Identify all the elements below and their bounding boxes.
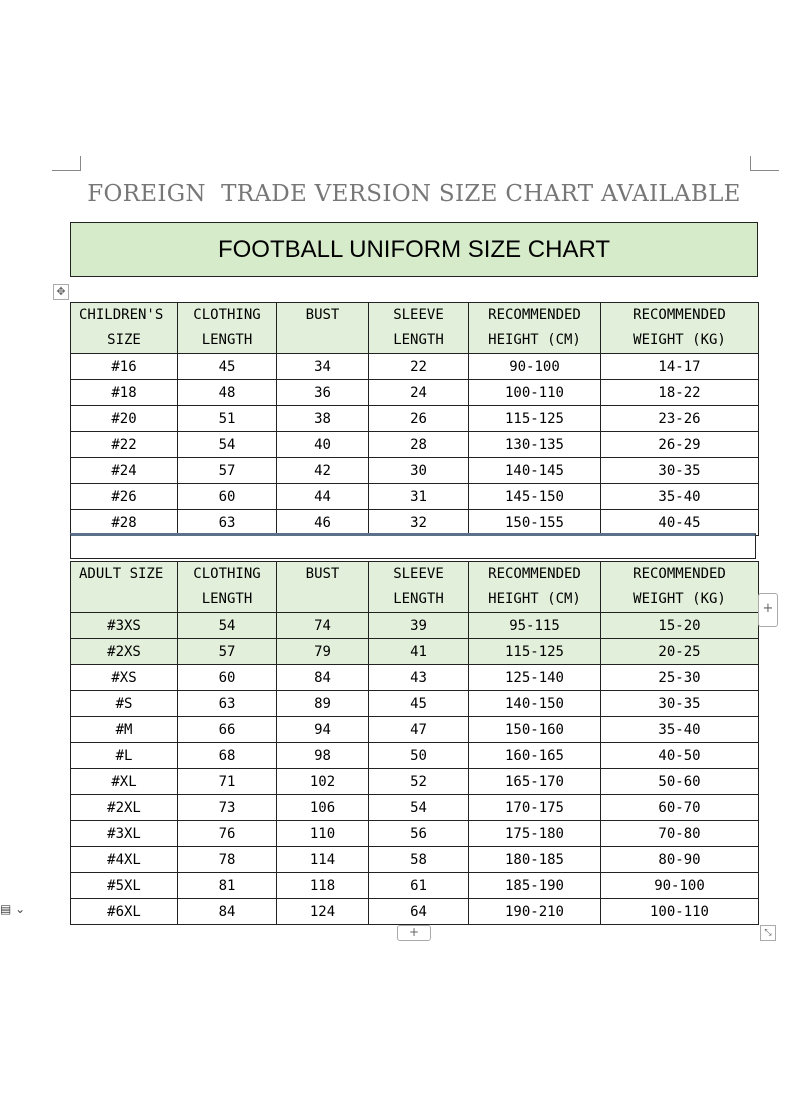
children-size-cell: 60 [178,484,277,510]
adult-header-weight: RECOMMENDED WEIGHT (KG) [601,562,759,613]
children-size-cell: 23-26 [601,406,759,432]
adult-size-cell: 79 [277,639,369,665]
adult-size-cell: 25-30 [601,665,759,691]
adult-size-cell: 76 [178,821,277,847]
adult-size-cell: #2XS [71,639,178,665]
children-size-row [71,432,759,458]
adult-size-cell: 20-25 [601,639,759,665]
adult-header-sleeve: SLEEVE LENGTH [369,562,469,613]
children-size-cell: #16 [71,354,178,380]
children-size-cell: 28 [369,432,469,458]
table-divider [70,533,756,559]
adult-size-cell: #4XL [71,847,178,873]
adult-size-cell: #3XS [71,613,178,639]
adult-size-cell: 64 [369,899,469,925]
children-size-cell: 14-17 [601,354,759,380]
adult-size-cell: 60-70 [601,795,759,821]
adult-size-cell: #2XL [71,795,178,821]
adult-size-cell: 150-160 [469,717,601,743]
children-size-row [71,406,759,432]
adult-size-cell: 160-165 [469,743,601,769]
children-size-cell: 31 [369,484,469,510]
adult-size-row [71,743,759,769]
adult-size-cell: 43 [369,665,469,691]
adult-size-row [71,795,759,821]
adult-size-cell: 95-115 [469,613,601,639]
adult-size-cell: #XL [71,769,178,795]
adult-header-length: CLOTHING LENGTH [178,562,277,613]
adult-size-cell: 110 [277,821,369,847]
adult-size-row [71,691,759,717]
children-size-cell: 26 [369,406,469,432]
adult-size-cell: 102 [277,769,369,795]
children-size-cell: 140-145 [469,458,601,484]
adult-size-cell: 165-170 [469,769,601,795]
children-size-cell: 24 [369,380,469,406]
children-header-sleeve: SLEEVE LENGTH [369,303,469,354]
children-size-cell: 38 [277,406,369,432]
adult-size-cell: 80-90 [601,847,759,873]
adult-size-cell: 39 [369,613,469,639]
adult-size-row [71,769,759,795]
adult-size-cell: 190-210 [469,899,601,925]
children-size-cell: #26 [71,484,178,510]
adult-size-cell: 41 [369,639,469,665]
adult-size-row [71,821,759,847]
adult-size-cell: 50 [369,743,469,769]
adult-size-cell: 114 [277,847,369,873]
page-corner-mark-left [52,156,81,171]
adult-size-cell: 40-50 [601,743,759,769]
paragraph-menu-icon[interactable]: ▤ ⌄ [0,902,26,916]
adult-size-cell: 68 [178,743,277,769]
adult-size-row [71,665,759,691]
adult-size-cell: 175-180 [469,821,601,847]
adult-size-row [71,717,759,743]
children-size-cell: #28 [71,510,178,536]
children-size-row [71,354,759,380]
adult-size-cell: 84 [277,665,369,691]
adult-size-cell: 15-20 [601,613,759,639]
adult-size-cell: 61 [369,873,469,899]
adult-size-cell: #XS [71,665,178,691]
children-size-cell: #24 [71,458,178,484]
children-size-row [71,380,759,406]
adult-size-cell: 35-40 [601,717,759,743]
children-size-cell: 22 [369,354,469,380]
adult-size-row [71,613,759,639]
adult-size-cell: 54 [178,613,277,639]
adult-header-bust: BUST [277,562,369,613]
children-size-cell: 34 [277,354,369,380]
children-size-row [71,484,759,510]
page-subtitle: FOREIGN TRADE VERSION SIZE CHART AVAILABLE [87,181,741,207]
page-corner-mark-right [750,156,779,171]
children-header-row [71,303,759,354]
add-column-button[interactable]: + [758,593,778,627]
table-resize-icon[interactable]: ⤡ [760,925,776,941]
children-size-row [71,510,759,536]
adult-header-size: ADULT SIZE [71,562,178,613]
adult-size-cell: #6XL [71,899,178,925]
adult-size-cell: 84 [178,899,277,925]
adult-size-cell: 78 [178,847,277,873]
children-size-cell: 63 [178,510,277,536]
adult-size-cell: 30-35 [601,691,759,717]
adult-size-cell: #3XL [71,821,178,847]
children-size-cell: 100-110 [469,380,601,406]
children-size-table [70,302,759,536]
children-size-cell: 115-125 [469,406,601,432]
children-size-cell: 48 [178,380,277,406]
children-size-cell: 26-29 [601,432,759,458]
children-size-cell: 40 [277,432,369,458]
adult-size-cell: 57 [178,639,277,665]
children-size-cell: #22 [71,432,178,458]
table-move-icon[interactable]: ✥ [53,284,69,300]
adult-size-cell: 185-190 [469,873,601,899]
adult-header-height: RECOMMENDED HEIGHT (CM) [469,562,601,613]
children-header-length: CLOTHING LENGTH [178,303,277,354]
children-size-cell: 36 [277,380,369,406]
adult-size-cell: #L [71,743,178,769]
adult-size-cell: 50-60 [601,769,759,795]
adult-size-cell: 89 [277,691,369,717]
children-size-cell: 32 [369,510,469,536]
adult-size-cell: 81 [178,873,277,899]
children-size-cell: 30-35 [601,458,759,484]
adult-size-cell: #M [71,717,178,743]
children-size-cell: 44 [277,484,369,510]
children-size-cell: #20 [71,406,178,432]
children-header-bust: BUST [277,303,369,354]
children-header-weight: RECOMMENDED WEIGHT (KG) [601,303,759,354]
adult-size-table [70,561,759,925]
adult-size-cell: 60 [178,665,277,691]
children-size-cell: 30 [369,458,469,484]
adult-size-cell: #5XL [71,873,178,899]
adult-size-cell: 73 [178,795,277,821]
children-size-cell: 42 [277,458,369,484]
children-size-row [71,458,759,484]
adult-size-cell: 56 [369,821,469,847]
children-size-cell: 145-150 [469,484,601,510]
adult-size-cell: 54 [369,795,469,821]
adult-size-cell: 47 [369,717,469,743]
adult-size-row [71,847,759,873]
adult-size-row [71,873,759,899]
children-size-cell: 46 [277,510,369,536]
adult-size-cell: 58 [369,847,469,873]
adult-size-cell: 74 [277,613,369,639]
children-size-cell: 130-135 [469,432,601,458]
children-size-cell: 40-45 [601,510,759,536]
adult-size-cell: 52 [369,769,469,795]
adult-size-row [71,899,759,925]
adult-size-cell: 115-125 [469,639,601,665]
children-size-cell: 45 [178,354,277,380]
children-size-cell: 35-40 [601,484,759,510]
adult-size-cell: 100-110 [601,899,759,925]
children-size-cell: 90-100 [469,354,601,380]
adult-size-cell: 90-100 [601,873,759,899]
adult-size-cell: 98 [277,743,369,769]
adult-header-row [71,562,759,613]
children-header-height: RECOMMENDED HEIGHT (CM) [469,303,601,354]
adult-size-cell: 140-150 [469,691,601,717]
adult-size-cell: 125-140 [469,665,601,691]
children-header-size: CHILDREN'S SIZE [71,303,178,354]
children-size-cell: 51 [178,406,277,432]
adult-size-cell: 118 [277,873,369,899]
children-size-cell: 18-22 [601,380,759,406]
adult-size-cell: 70-80 [601,821,759,847]
adult-size-cell: 124 [277,899,369,925]
size-chart-title-text: FOOTBALL UNIFORM SIZE CHART [217,235,611,263]
adult-size-cell: 63 [178,691,277,717]
adult-size-cell: 106 [277,795,369,821]
children-size-cell: 57 [178,458,277,484]
children-size-cell: 54 [178,432,277,458]
adult-size-cell: 170-175 [469,795,601,821]
adult-size-cell: 71 [178,769,277,795]
adult-size-cell: 180-185 [469,847,601,873]
adult-size-cell: #S [71,691,178,717]
adult-size-cell: 94 [277,717,369,743]
children-size-cell: 150-155 [469,510,601,536]
adult-size-cell: 66 [178,717,277,743]
children-size-cell: #18 [71,380,178,406]
add-row-button[interactable]: + [397,925,431,941]
adult-size-cell: 45 [369,691,469,717]
adult-size-row [71,639,759,665]
size-chart-title [70,222,758,277]
